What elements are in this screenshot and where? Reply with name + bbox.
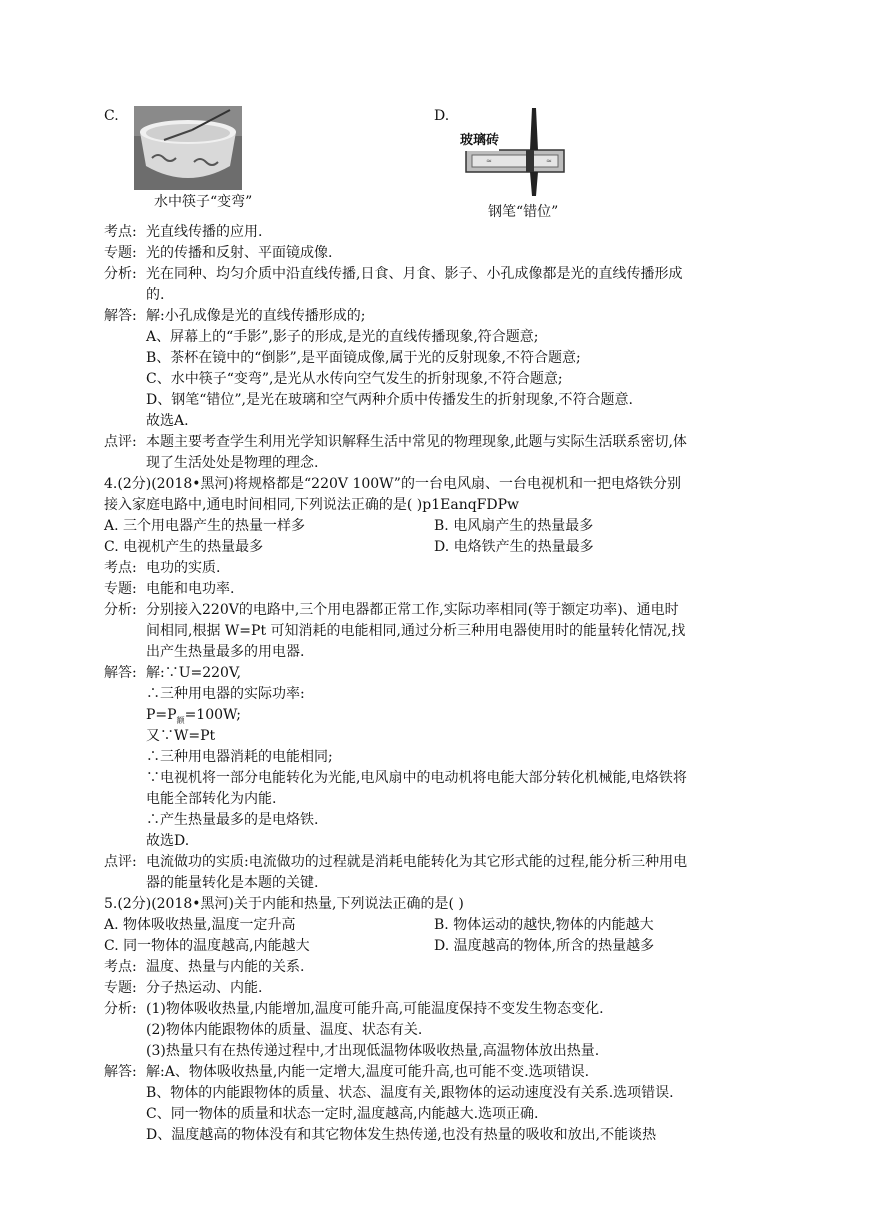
q3-fenxi-row: [104, 264, 766, 285]
q5-option-b: B. 物体运动的越快,物体的内能越大: [434, 917, 654, 933]
fenxi-label: 分析:: [104, 1001, 137, 1017]
option-c-figure-label: C.: [104, 108, 119, 124]
jieda-text: B、茶杯在镜中的“倒影”,是平面镜成像,属于光的反射现象,不符合题意;: [146, 350, 581, 366]
jieda-label: 解答:: [104, 308, 137, 324]
jieda-text: D、温度越高的物体没有和其它物体发生热传递,也没有热量的吸收和放出,不能谈热: [146, 1127, 657, 1143]
q3-jieda-row: [104, 306, 766, 327]
kaodian-label: 考点:: [104, 959, 137, 975]
jieda-label: 解答:: [104, 665, 137, 681]
fenxi-text: (2)物体内能跟物体的质量、温度、状态有关.: [146, 1022, 423, 1038]
q4-kaodian-row: [104, 558, 766, 579]
fenxi-text: 光在同种、均匀介质中沿直线传播,日食、月食、影子、小孔成像都是光的直线传播形成: [146, 266, 683, 282]
q3-dianping-row: [104, 432, 766, 453]
fenxi-text: 分别接入220V的电路中,三个用电器都正常工作,实际功率相同(等于额定功率)、通电时: [146, 602, 679, 618]
glass-brick-pen-figure: [458, 104, 568, 200]
zhuanti-text: 分子热运动、内能.: [146, 980, 263, 996]
kaodian-text: 温度、热量与内能的关系.: [146, 959, 305, 975]
fenxi-text: 出产生热量最多的用电器.: [146, 644, 305, 660]
q4-option-d: D. 电烙铁产生的热量最多: [434, 539, 594, 555]
q4-fenxi-row: [104, 600, 766, 621]
q4-stem: 4.(2分)(2018•黑河)将规格都是“220V 100W”的一台电风扇、一台电视机和一把电烙铁分别: [104, 476, 681, 492]
option-d-caption: 钢笔“错位”: [488, 204, 559, 220]
q4-option-a: A. 三个用电器产生的热量一样多: [104, 518, 306, 534]
q4-zhuanti-row: [104, 579, 766, 600]
jieda-text: 解:∵U=220V,: [146, 665, 242, 681]
dianping-text: 本题主要考查学生利用光学知识解释生活中常见的物理现象,此题与实际生活联系密切,体: [146, 434, 687, 450]
q5-option-d: D. 温度越高的物体,所含的热量越多: [434, 938, 655, 954]
jieda-text: 电能全部转化为内能.: [146, 791, 277, 807]
fenxi-text: 的.: [146, 287, 165, 303]
jieda-text: 又∵W=Pt: [146, 728, 216, 744]
zhuanti-text: 电能和电功率.: [146, 581, 235, 597]
option-c-caption: 水中筷子“变弯”: [154, 194, 253, 210]
dianping-label: 点评:: [104, 854, 137, 870]
fenxi-label: 分析:: [104, 602, 137, 618]
jieda-text: A、屏幕上的“手影”,影子的形成,是光的直线传播现象,符合题意;: [146, 329, 539, 345]
q5-jieda-row: [104, 1062, 766, 1083]
jieda-text: 解:小孔成像是光的直线传播形成的;: [146, 308, 366, 324]
formula-subscript: 额: [176, 715, 185, 725]
option-d-figure-label: D.: [434, 108, 450, 124]
jieda-text: 故选D.: [146, 833, 190, 849]
zhuanti-text: 光的传播和反射、平面镜成像.: [146, 245, 333, 261]
kaodian-text: 光直线传播的应用.: [146, 224, 263, 240]
dianping-text: 器的能量转化是本题的关键.: [146, 875, 319, 891]
chopsticks-in-water-photo: [134, 106, 242, 190]
dianping-label: 点评:: [104, 434, 137, 450]
svg-text:≈: ≈: [546, 157, 552, 165]
fenxi-text: (1)物体吸收热量,内能增加,温度可能升高,可能温度保持不变发生物态变化.: [146, 1001, 604, 1017]
q4-dianping-row: [104, 852, 766, 873]
kaodian-label: 考点:: [104, 560, 137, 576]
jieda-text: ∵电视机将一部分电能转化为光能,电风扇中的电动机将电能大部分转化机械能,电烙铁将: [146, 770, 687, 786]
q4-jieda-row: [104, 663, 766, 684]
q5-kaodian-row: [104, 957, 766, 978]
bowl-icon: [134, 106, 242, 190]
jieda-text: D、钢笔“错位”,是光在玻璃和空气两种介质中传播发生的折射现象,不符合题意.: [146, 392, 633, 408]
zhuanti-label: 专题:: [104, 245, 137, 261]
q5-stem: 5.(2分)(2018•黑河)关于内能和热量,下列说法正确的是( ): [104, 896, 464, 912]
jieda-label: 解答:: [104, 1064, 137, 1080]
jieda-text: C、水中筷子“变弯”,是光从水传向空气发生的折射现象,不符合题意;: [146, 371, 563, 387]
jieda-text: ∴三种用电器消耗的电能相同;: [146, 749, 333, 765]
fenxi-text: 间相同,根据 W=Pt 可知消耗的电能相同,通过分析三种用电器使用时的能量转化情况,找: [146, 623, 686, 639]
formula-part: P=P: [146, 707, 177, 723]
q5-option-a: A. 物体吸收热量,温度一定升高: [104, 917, 296, 933]
svg-text:≈: ≈: [486, 157, 492, 165]
jieda-text: ∴三种用电器的实际功率:: [146, 686, 305, 702]
q4-option-b: B. 电风扇产生的热量最多: [434, 518, 594, 534]
q5-zhuanti-row: [104, 978, 766, 999]
fenxi-label: 分析:: [104, 266, 137, 282]
zhuanti-label: 专题:: [104, 980, 137, 996]
q5-option-c: C. 同一物体的温度越高,内能越大: [104, 938, 310, 954]
jieda-text: B、物体的内能跟物体的质量、状态、温度有关,跟物体的运动速度没有关系.选项错误.: [146, 1085, 674, 1101]
q3-kaodian-row: [104, 222, 766, 243]
formula-part: =100W;: [184, 707, 241, 723]
glass-brick-label: 玻璃砖: [460, 130, 499, 151]
q4-option-c: C. 电视机产生的热量最多: [104, 539, 264, 555]
pen-icon: [458, 104, 568, 200]
fenxi-text: (3)热量只有在热传递过程中,才出现低温物体吸收热量,高温物体放出热量.: [146, 1043, 600, 1059]
q5-fenxi-row: [104, 999, 766, 1020]
jieda-text: ∴产生热量最多的是电烙铁.: [146, 812, 319, 828]
jieda-text: C、同一物体的质量和状态一定时,温度越高,内能越大.选项正确.: [146, 1106, 539, 1122]
kaodian-label: 考点:: [104, 224, 137, 240]
q3-zhuanti-row: [104, 243, 766, 264]
jieda-formula: [146, 705, 766, 726]
jieda-text: 解:A、物体吸收热量,内能一定增大,温度可能升高,也可能不变.选项错误.: [146, 1064, 590, 1080]
zhuanti-label: 专题:: [104, 581, 137, 597]
dianping-text: 电流做功的实质:电流做功的过程就是消耗电能转化为其它形式能的过程,能分析三种用电: [146, 854, 688, 870]
dianping-text: 现了生活处处是物理的理念.: [146, 455, 319, 471]
q4-stem: 接入家庭电路中,通电时间相同,下列说法正确的是( )p1EanqFDPw: [104, 497, 520, 513]
jieda-text: 故选A.: [146, 413, 189, 429]
kaodian-text: 电功的实质.: [146, 560, 221, 576]
